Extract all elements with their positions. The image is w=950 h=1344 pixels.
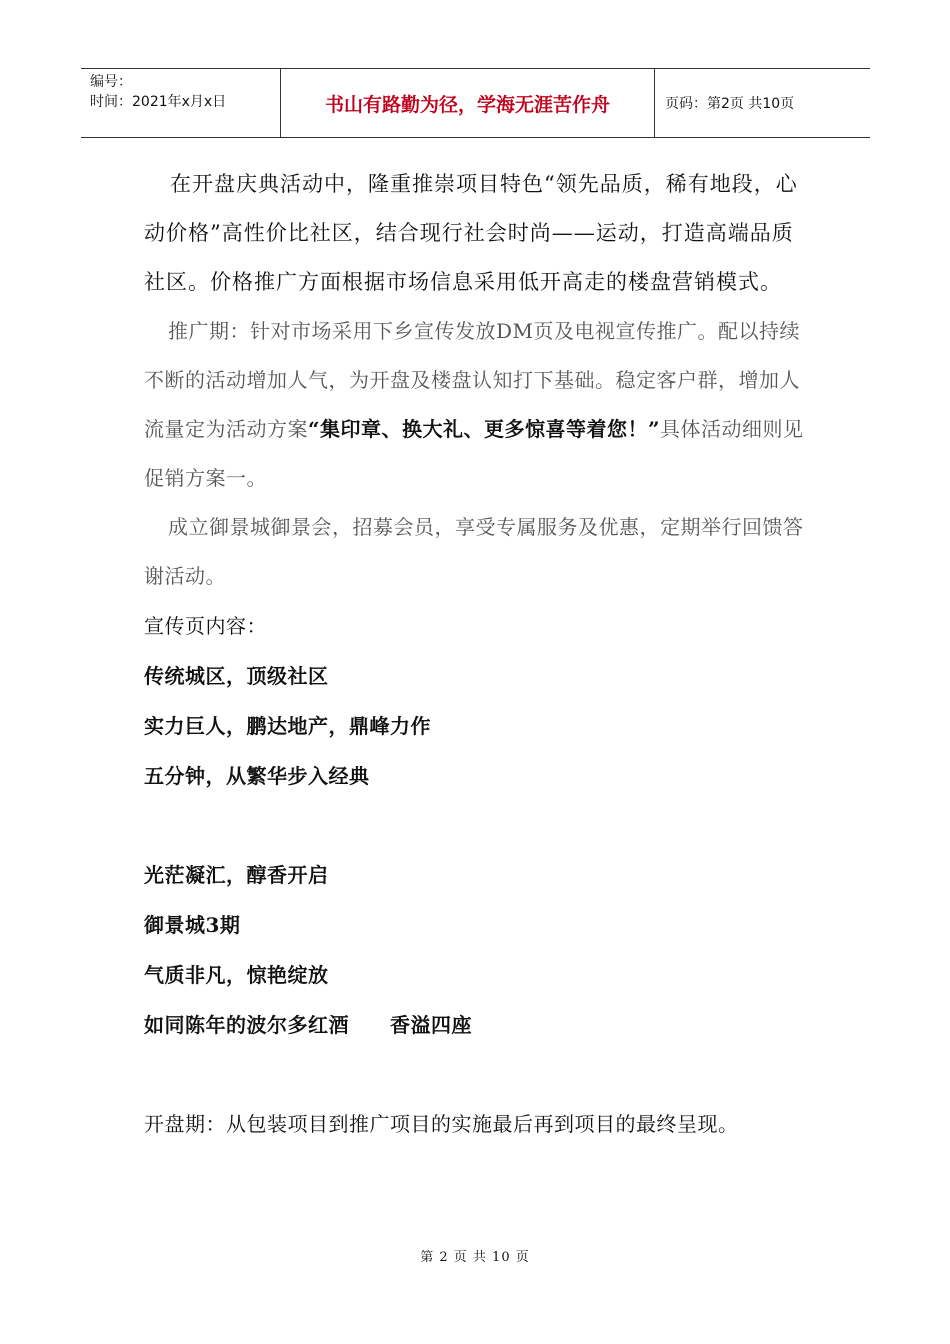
header-table xyxy=(81,68,870,138)
header-meta xyxy=(81,69,281,137)
paragraph-opening-period: 开盘期：从包装项目到推广项目的实施最后再到项目的最终呈现。 xyxy=(144,1112,739,1136)
document-body xyxy=(144,160,814,1149)
slogan-line: 气质非凡，惊艳绽放 xyxy=(144,963,329,987)
doc-number-label: 编号： xyxy=(90,74,132,90)
spacer xyxy=(144,801,814,850)
promotion-note: 具体活动细则见促销方案一。 xyxy=(144,417,804,490)
paragraph-promotion-period xyxy=(144,307,814,503)
page-footer: 第 2 页 共 10 页 xyxy=(420,1250,530,1265)
slogan-line: 光茫凝汇，醇香开启 xyxy=(144,863,329,887)
flyer-content-label: 宣传页内容： xyxy=(144,614,267,638)
promotion-text: 推广期：针对市场采用下乡宣传发放DM页及电视宣传推广。配以持续不断的活动增加人气，为开盘及楼盘认知打下基础。稳定客户群，增加人流量定为活动方案 xyxy=(144,319,801,441)
slogan-line: 御景城3期 xyxy=(144,913,241,937)
header-page-info: 页码：第2页 共10页 xyxy=(665,96,795,112)
slogan-line: 五分钟，从繁华步入经典 xyxy=(144,764,370,788)
header-motto: 书山有路勤为径，学海无涯苦作舟 xyxy=(281,69,655,137)
slogan-line: 传统城区，顶级社区 xyxy=(144,664,329,688)
spacer xyxy=(144,1050,814,1099)
paragraph-opening-ceremony: 在开盘庆典活动中，隆重推崇项目特色“领先品质，稀有地段，心动价格”高性价比社区，结合现行社会时尚——运动，打造高端品质社区。价格推广方面根据市场信息采用低开高走的楼盘营销模式。 xyxy=(144,172,798,294)
promotion-slogan: “集印章、换大礼、更多惊喜等着您！” xyxy=(308,417,661,441)
slogan-line: 实力巨人，鹏达地产，鼎峰力作 xyxy=(144,714,431,738)
slogan-line: 如同陈年的波尔多红酒 香溢四座 xyxy=(144,1013,472,1037)
doc-time-label: 时间：2021年x月x日 xyxy=(90,94,227,110)
paragraph-membership: 成立御景城御景会，招募会员，享受专属服务及优惠，定期举行回馈答谢活动。 xyxy=(144,515,804,588)
